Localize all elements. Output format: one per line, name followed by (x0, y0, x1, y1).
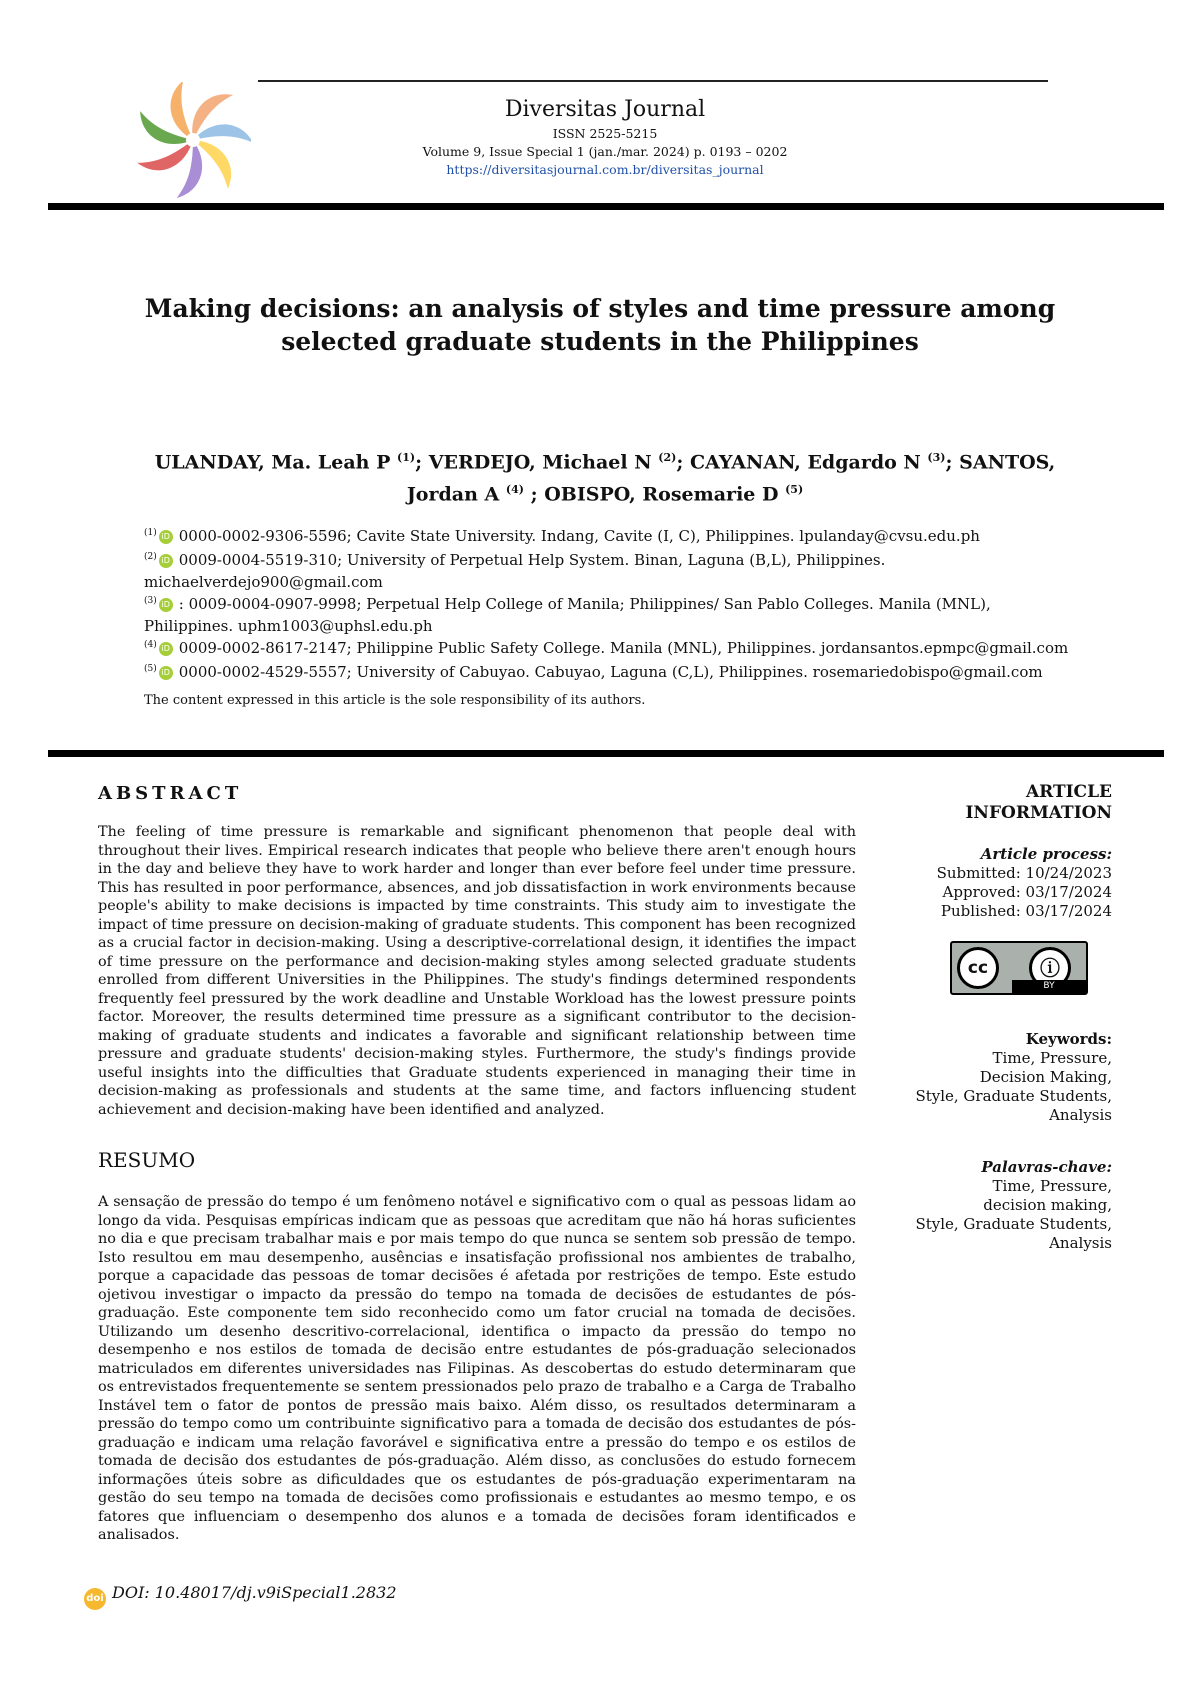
author-mark: (5) (785, 483, 804, 497)
author-separator: ; (415, 451, 429, 474)
keyword-line: Style, Graduate Students, (915, 1087, 1112, 1105)
article-information-line1: ARTICLE (1025, 782, 1112, 802)
affiliation-5 (144, 658, 1074, 683)
affiliation-number: (3) (144, 596, 157, 606)
approved-date: Approved: 03/17/2024 (942, 883, 1112, 901)
affiliation-text: 0009-0002-8617-2147; Philippine Public Safety College. Manila (MNL), Philippines. jordansantos.epmpc@gmail.com (178, 639, 1069, 657)
author-mark: (1) (397, 451, 416, 464)
journal-issn: ISSN 2525-5215 (552, 126, 658, 141)
published-date: Published: 03/17/2024 (940, 902, 1112, 920)
article-process-label: Article process: (980, 845, 1112, 863)
author-separator: ; (676, 451, 690, 474)
abstract-text: The feeling of time pressure is remarkable and significant phenomenon that people deal with throughout their lives. Empirical research indicates that people who believe there aren't enough hours in the day and believe they have to work harder and longer than ever before feel under time pressure. This has resulted in poor performance, absences, and job dissatisfaction in work environments because people's ability to make decisions is impacted by time constraints. This study aim to investigate the impact of time pressure on decision-making of graduate students. This component has been recognized as a crucial factor in decision-making. Using a descriptive-correlational design, it identifies the impact of time pressure on the performance and decision-making styles among selected graduate students enrolled from different Universities in the Philippines. The study's findings determined respondents frequently feel pressured by the work deadline and Unstable Workload has the lowest pressure points factor. Moreover, the results determined time pressure as a significant contributor to the decision- making of graduate students and indicates a favorable and significant relationship between time pressure and graduate students' decision-making styles. Furthermore, the study's findings provide useful insights into the difficulties that Graduate students experienced in managing their time in decision-making as professionals and students at the same time, and factors influencing student achievement and decision-making have been identified and analyzed. (98, 824, 856, 1118)
author-mark: (4) (505, 483, 524, 497)
article-process (896, 845, 1112, 921)
orcid-icon[interactable]: iD (159, 666, 173, 680)
author-separator: ; (523, 483, 545, 506)
journal-name: Diversitas Journal (504, 97, 706, 122)
affiliation-text: 0009-0004-5519-310; University of Perpetual Help System. Binan, Laguna (B,L), Philippines. michaelverdejo900@gmail.com (144, 551, 886, 591)
attribution-person-icon: ⓘ (1029, 947, 1071, 989)
journal-volume: Volume 9, Issue Special 1 (jan./mar. 2024) p. 0193 – 0202 (422, 144, 788, 159)
article-information-line2: INFORMATION (965, 803, 1112, 823)
header-top-line (258, 80, 1048, 82)
affiliation-text: 0000-0002-9306-5596; Cavite State University. Indang, Cavite (I, C), Philippines. lpulanday@cvsu.edu.ph (178, 527, 980, 545)
affiliation-2 (144, 546, 1074, 593)
abstract-heading: ABSTRACT (98, 783, 243, 804)
journal-url-link[interactable]: https://diversitasjournal.com.br/diversitas_journal (446, 162, 764, 177)
palavra-line: Style, Graduate Students, (915, 1215, 1112, 1233)
palavras-chave-block (896, 1158, 1112, 1253)
resumo-text: A sensação de pressão do tempo é um fenômeno notável e significativo com o qual as pessoas lidam ao longo da vida. Pesquisas empíricas indicam que as pessoas que acreditam que não há horas suficientes no dia e que precisam trabalhar mais e por mais tempo do que nunca se sentem sob pressão de tempo. Isto resultou em mau desempenho, ausências e insatisfação profissional nos ambientes de trabalho, porque a capacidade das pessoas de tomar decisões é afetada por restrições de tempo. Este estudo ojetivou investigar o impacto da pressão do tempo na tomada de decisões de estudantes de pós-graduação. Este componente tem sido reconhecido como um fator crucial na tomada de decisões. Utilizando um desenho descritivo-correlacional, identifica o impacto da pressão do tempo no desempenho e nos estilos de tomada de decisão entre estudantes de pós-graduação selecionados matriculados em diferentes universidades nas Filipinas. As descobertas do estudo determinaram que os entrevistados frequentemente se sentem pressionados pelo prazo de trabalho e a Carga de Trabalho Instável tem o fator de pontos de pressão mais baixo. Além disso, os resultados determinaram a pressão do tempo como um contribuinte significativo para a tomada de decisão dos estudantes de pós-graduação e indicam uma relação favorável e significativa entre a pressão do tempo e os estilos de tomada de decisão dos estudantes de pós-graduação. Além disso, as conclusões do estudo fornecem informações úteis sobre as dificuldades que os estudantes de pós-graduação experimentaram na gestão do seu tempo na tomada de decisões como profissionais e estudantes ao mesmo tempo, e os fatores que influenciam o desempenho dos alunos e a tomada de decisões foram identificados e analisados. (98, 1194, 856, 1543)
section-rule (48, 750, 1164, 757)
responsibility-disclaimer: The content expressed in this article is the sole responsibility of its authors. (144, 693, 646, 708)
orcid-icon[interactable]: iD (159, 642, 173, 656)
palavra-line: decision making, (983, 1196, 1112, 1214)
author-name: SANTOS, Jordan A (406, 451, 1056, 506)
author-separator: ; (945, 451, 960, 474)
journal-logo (135, 82, 251, 198)
affiliation-1 (144, 522, 1074, 547)
keyword-line: Time, Pressure, (992, 1049, 1112, 1067)
palavras-chave-label: Palavras-chave: (981, 1158, 1112, 1176)
doi-footer (84, 1583, 397, 1610)
affiliation-number: (1) (144, 528, 157, 538)
article-information-heading (896, 782, 1112, 824)
keywords-block (896, 1030, 1112, 1125)
keywords-label: Keywords: (1025, 1030, 1112, 1048)
affiliation-text: : 0009-0004-0907-9998; Perpetual Help College of Manila; Philippines/ San Pablo Colleges. Manila (MNL), Philippines. uphm1003@uphsl.edu.ph (144, 595, 991, 635)
author-name: OBISPO, Rosemarie D (544, 483, 779, 506)
cc-icon: cc (957, 947, 999, 989)
submitted-date: Submitted: 10/24/2023 (936, 864, 1112, 882)
affiliation-number: (5) (144, 664, 157, 674)
affiliation-number: (2) (144, 552, 157, 562)
orcid-icon[interactable]: iD (159, 530, 173, 544)
orcid-icon[interactable]: iD (159, 598, 173, 612)
affiliation-3 (144, 590, 1074, 637)
author-mark: (3) (927, 451, 946, 464)
creative-commons-by-icon[interactable] (950, 941, 1088, 995)
palavra-line: Time, Pressure, (992, 1177, 1112, 1195)
header-rule (48, 203, 1164, 210)
author-name: CAYANAN, Edgardo N (689, 451, 921, 474)
author-list (140, 444, 1070, 509)
orcid-icon[interactable]: iD (159, 554, 173, 568)
author-name: ULANDAY, Ma. Leah P (154, 451, 391, 474)
affiliation-4 (144, 634, 1074, 659)
keyword-line: Analysis (1049, 1106, 1112, 1124)
cc-by-label: BY (1012, 980, 1086, 993)
author-mark: (2) (658, 451, 677, 464)
affiliation-number: (4) (144, 640, 157, 650)
affiliation-text: 0000-0002-4529-5557; University of Cabuyao. Cabuyao, Laguna (C,L), Philippines. rosemariedobispo@gmail.com (178, 663, 1043, 681)
doi-icon: doi (84, 1588, 106, 1610)
palavra-line: Analysis (1049, 1234, 1112, 1252)
resumo-heading: RESUMO (98, 1148, 196, 1172)
article-title: Making decisions: an analysis of styles and time pressure among selected graduate students in the Philippines (144, 294, 1056, 356)
keyword-line: Decision Making, (979, 1068, 1112, 1086)
doi-link[interactable]: DOI: 10.48017/dj.v9iSpecial1.2832 (112, 1583, 397, 1602)
author-name: VERDEJO, Michael N (428, 451, 652, 474)
